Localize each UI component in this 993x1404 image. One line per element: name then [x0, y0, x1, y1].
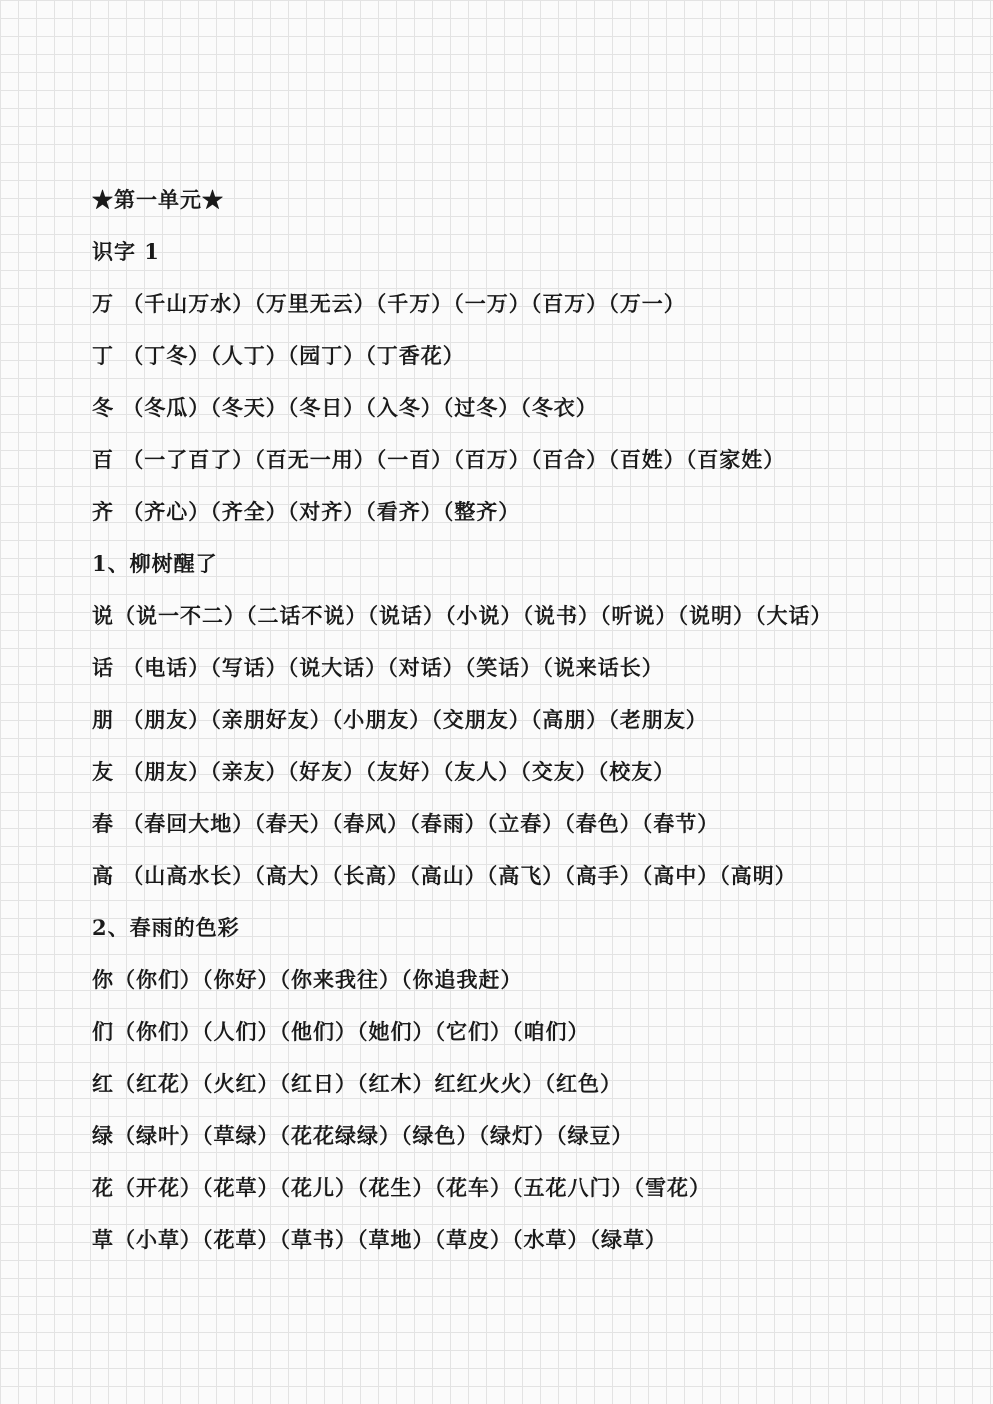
vocab-line: 冬 （冬瓜）（冬天）（冬日）（入冬）（过冬）（冬衣）	[92, 395, 598, 420]
vocab-line: 话 （电话）（写话）（说大话）（对话）（笑话）（说来话长）	[92, 655, 664, 680]
vocab-line: 朋 （朋友）（亲朋好友）（小朋友）（交朋友）（高朋）（老朋友）	[92, 707, 708, 732]
vocab-line: 万 （千山万水）（万里无云）（千万）（一万）（百万）（万一）	[92, 291, 686, 316]
vocab-line: 齐 （齐心）（齐全）（对齐）（看齐）（整齐）	[92, 499, 521, 524]
vocab-line: 友 （朋友）（亲友）（好友）（友好）（友人）（交友）（校友）	[92, 759, 676, 784]
vocab-line: 高 （山高水长）（高大）（长高）（高山）（高飞）（高手）（高中）（高明）	[92, 863, 797, 888]
vocab-line: 百 （一了百了）（百无一用）（一百）（百万）（百合）（百姓）（百家姓）	[92, 447, 786, 472]
section-heading: 2、春雨的色彩	[92, 915, 240, 940]
unit-heading: ★第一单元★	[92, 187, 224, 212]
vocab-line: 们（你们）（人们）（他们）（她们）（它们）（咱们）	[92, 1019, 590, 1044]
vocab-line: 草（小草）（花草）（草书）（草地）（草皮）（水草）（绿草）	[92, 1227, 667, 1252]
section-heading: 1、柳树醒了	[92, 551, 218, 576]
vocab-line: 你（你们）（你好）（你来我往）（你追我赶）	[92, 967, 523, 992]
vocab-line: 丁 （丁冬）（人丁）（园丁）（丁香花）	[92, 343, 465, 368]
section-heading: 识字 1	[92, 239, 160, 264]
vocab-line: 红（红花）（火红）（红日）（红木）红红火火）（红色）	[92, 1071, 622, 1096]
vocab-line: 春 （春回大地）（春天）（春风）（春雨）（立春）（春色）（春节）	[92, 811, 720, 836]
vocab-line: 绿（绿叶）（草绿）（花花绿绿）（绿色）（绿灯）（绿豆）	[92, 1123, 634, 1148]
document-body	[92, 174, 952, 1266]
vocab-line: 花（开花）（花草）（花儿）（花生）（花车）（五花八门）（雪花）	[92, 1175, 711, 1200]
vocab-line: 说（说一不二）（二话不说）（说话）（小说）（说书）（听说）（说明）（大话）	[92, 603, 833, 628]
